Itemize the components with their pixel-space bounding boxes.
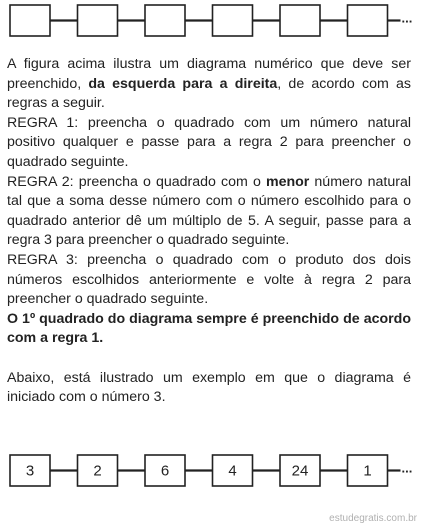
first-square-rule xyxy=(7,310,411,349)
problem-statement xyxy=(7,55,411,408)
top-diagram-box-4 xyxy=(213,5,253,36)
intro-text-1: A figura acima ilustra um diagrama numérico que deve ser preenchido, xyxy=(7,56,411,92)
intro-bold-text: da esquerda para a direita xyxy=(88,75,278,92)
rule-2-bold-text: menor xyxy=(265,173,310,190)
example-diagram-box-value-6: 1 xyxy=(363,462,372,480)
top-diagram-svg xyxy=(0,2,425,40)
example-diagram-svg xyxy=(0,452,425,490)
first-square-rule-text: O 1º quadrado do diagrama sempre é preenchido de acordo com a regra 1. xyxy=(7,310,411,347)
example-diagram-box-value-4: 4 xyxy=(228,462,237,480)
example-diagram-continuation-dots: ... xyxy=(401,460,413,476)
example-diagram-box-value-3: 6 xyxy=(160,462,170,480)
intro-text-2: , de acordo com as regras a seguir. xyxy=(7,75,412,112)
example-diagram-box-value-1: 3 xyxy=(25,462,35,480)
top-diagram-box-2 xyxy=(78,5,118,36)
top-diagram-box-6 xyxy=(348,5,388,36)
rule-2 xyxy=(7,173,411,251)
paragraph-gap xyxy=(7,349,411,369)
top-diagram-box-1 xyxy=(10,5,50,36)
example-intro: Abaixo, está ilustrado um exemplo em que o diagrama é iniciado com o número 3. xyxy=(7,369,411,406)
example-diagram-box-value-5: 24 xyxy=(291,462,309,480)
rule-1: REGRA 1: preencha o quadrado com um número natural positivo qualquer e passe para a regra 2 para preencher o quadrado seguinte. xyxy=(7,114,411,170)
top-diagram xyxy=(0,2,425,40)
top-diagram-box-5 xyxy=(280,5,320,36)
rule-2-text-a: REGRA 2: preencha o quadrado com o xyxy=(7,173,266,190)
watermark: estudegratis.com.br xyxy=(329,513,417,524)
top-diagram-continuation-dots: ... xyxy=(401,10,413,26)
top-diagram-box-3 xyxy=(145,5,185,36)
intro-paragraph xyxy=(7,55,411,114)
rule-2-text-b: número natural tal que a soma desse número com o número escolhido para o quadrado anterior dê um múltiplo de 5. A seguir, passe para a regra 3 para preencher o quadrado seguinte. xyxy=(7,173,412,249)
rule-3: REGRA 3: preencha o quadrado com o produto dos dois números escolhidos anteriormente e volte à regra 2 para preencher o quadrado seguinte. xyxy=(7,251,411,308)
example-diagram xyxy=(0,452,425,490)
example-diagram-box-value-2: 2 xyxy=(93,462,102,480)
